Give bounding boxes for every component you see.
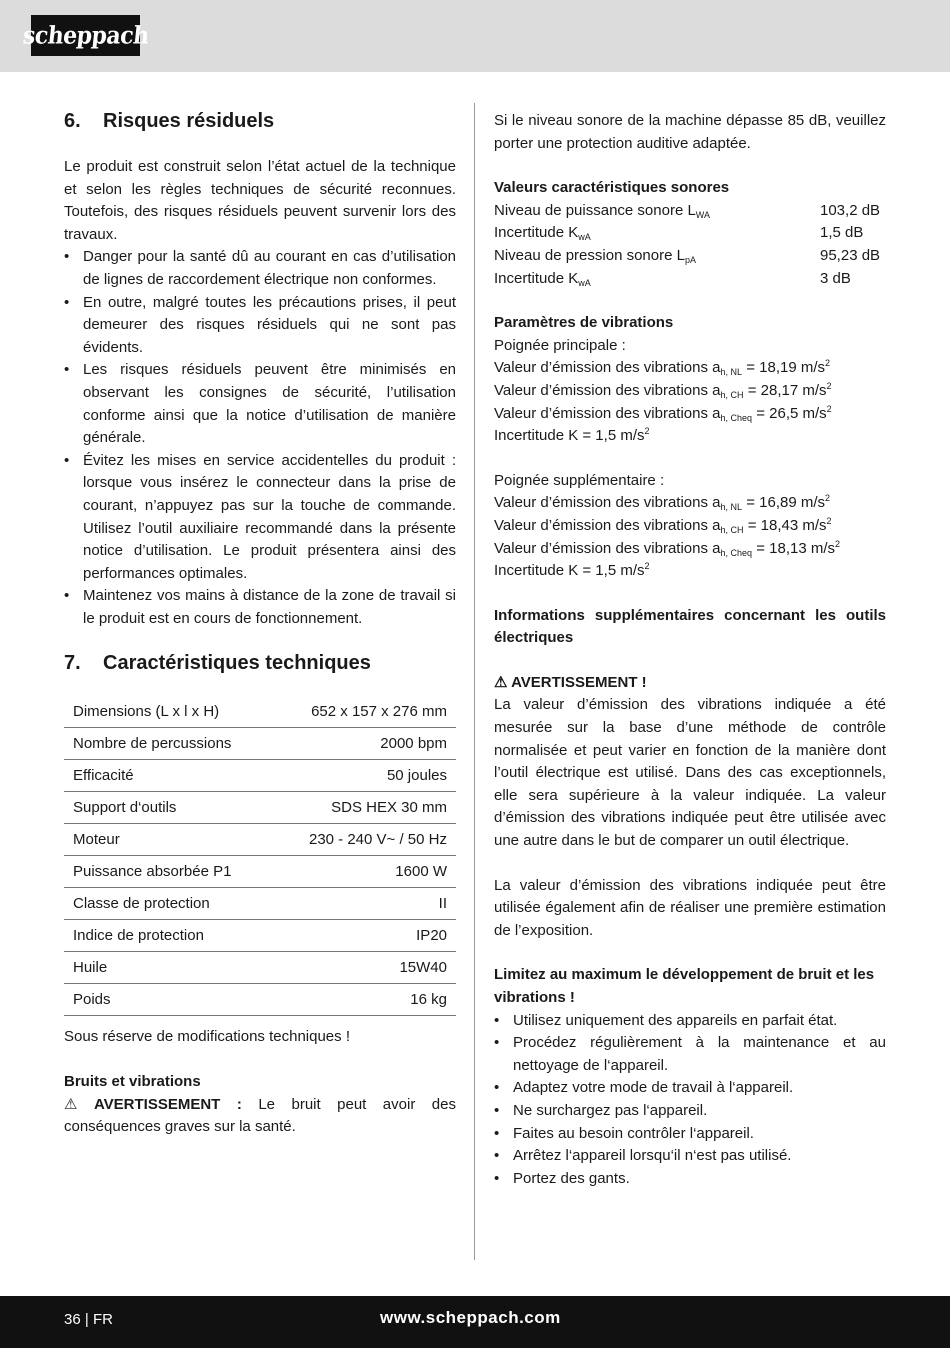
spec-label: Dimensions (L x l x H) bbox=[64, 696, 249, 728]
section-6-heading: 6. Risques résiduels bbox=[64, 110, 275, 132]
warning-triangle-icon: ⚠ bbox=[494, 673, 508, 691]
sound-row bbox=[494, 200, 886, 223]
spec-label: Huile bbox=[64, 952, 249, 984]
website-link[interactable]: www.scheppach.com bbox=[380, 1308, 561, 1327]
residual-risk-list bbox=[64, 246, 456, 630]
list-item: • Utilisez uniquement des appareils en parfait état. bbox=[494, 1010, 886, 1033]
vibration-value: Valeur d’émission des vibrations $a_{h, NL} = 18,19$ $m/s^2$ bbox=[494, 358, 831, 378]
list-item: • Adaptez votre mode de travail à l‘appareil. bbox=[494, 1077, 886, 1100]
spec-label: Puissance absorbée P1 bbox=[64, 856, 249, 888]
hearing-protection-note: Si le niveau sonore de la machine dépasse 85 dB, veuillez porter une protection auditive adaptée. bbox=[494, 112, 886, 152]
vibration-uncertainty: Incertitude K = 1,5 $m/s^2$ bbox=[494, 561, 650, 580]
sound-value: 1,5 dB bbox=[820, 224, 864, 242]
table-row bbox=[64, 984, 456, 1016]
sound-label: Niveau de puissance sonore $L_{WA}$ bbox=[494, 201, 710, 220]
vibration-heading: Paramètres de vibrations bbox=[494, 314, 674, 332]
estimation-text: La valeur d’émission des vibrations indiquée peut être utilisée également afin de réaliser une première estimation de l’exposition. bbox=[494, 876, 886, 939]
vibration-value: Valeur d’émission des vibrations $a_{h, CH} = 28,17$ $m/s^2$ bbox=[494, 380, 832, 400]
spec-label: Efficacité bbox=[64, 760, 249, 792]
spec-value: 1600 W bbox=[249, 856, 456, 888]
vibration-warning-text: La valeur d’émission des vibrations indiquée a été mesurée sur la base d’une méthode de contrôle normalisée et peut varier en fonction de la manière dont l’outil électrique est utilisé. Dans des cas exceptionnels, elle sera supérieure à la valeur indiquée. La valeur d’émission des vibrations indiquée peut être utilisée avec une autre dans le but de comparer un outil électrique. bbox=[494, 696, 886, 850]
sound-label: Incertitude $K_{wA}$ bbox=[494, 224, 591, 243]
sound-value: 95,23 dB bbox=[820, 246, 881, 264]
vibration-warning-title: ⚠ AVERTISSEMENT ! bbox=[494, 672, 886, 695]
sound-row bbox=[494, 268, 886, 291]
table-row bbox=[64, 920, 456, 952]
table-row bbox=[64, 824, 456, 856]
table-row bbox=[64, 792, 456, 824]
list-item: • Arrêtez l‘appareil lorsqu‘il n‘est pas utilisé. bbox=[494, 1145, 886, 1168]
vibration-value: Valeur d’émission des vibrations $a_{h, CH} = 18,43$ $m/s^2$ bbox=[494, 515, 832, 535]
spec-label: Nombre de percussions bbox=[64, 728, 249, 760]
table-row bbox=[64, 888, 456, 920]
spec-label: Support d‘outils bbox=[64, 792, 249, 824]
spec-label: Classe de protection bbox=[64, 888, 249, 920]
spec-value: 16 kg bbox=[249, 984, 456, 1016]
sound-row bbox=[494, 222, 886, 245]
sound-label: Niveau de pression sonore $L_{pA}$ bbox=[494, 246, 696, 265]
vibration-value: Valeur d’émission des vibrations $a_{h, NL} = 16,89$ $m/s^2$ bbox=[494, 493, 831, 513]
sound-values bbox=[494, 200, 886, 290]
main-handle-title: Poignée principale : bbox=[494, 336, 626, 354]
table-row bbox=[64, 760, 456, 792]
list-item: • Ne surchargez pas l‘appareil. bbox=[494, 1100, 886, 1123]
spec-value: 50 joules bbox=[249, 760, 456, 792]
table-row bbox=[64, 952, 456, 984]
list-item: • Maintenez vos mains à distance de la zone de travail si le produit est en cours de fonctionnement. bbox=[64, 585, 456, 630]
spec-value: IP20 bbox=[249, 920, 456, 952]
sound-value: 103,2 dB bbox=[820, 201, 881, 219]
spec-value: SDS HEX 30 mm bbox=[249, 792, 456, 824]
table-row bbox=[64, 696, 456, 728]
limit-heading: Limitez au maximum le développement de bruit et les vibrations ! bbox=[494, 966, 875, 1006]
info-heading: Informations supplémentaires concernant les outils électriques bbox=[494, 606, 886, 647]
spec-value: II bbox=[249, 888, 456, 920]
specs-table bbox=[64, 696, 456, 1016]
noise-warning: ⚠ AVERTISSEMENT : Le bruit peut avoir des conséquences graves sur la santé. bbox=[64, 1095, 456, 1136]
sound-label: Incertitude $K_{wA}$ bbox=[494, 269, 591, 288]
sound-values-heading: Valeurs caractéristiques sonores bbox=[494, 179, 730, 197]
spec-value: 652 x 157 x 276 mm bbox=[249, 696, 456, 728]
page-header bbox=[0, 0, 950, 72]
table-row bbox=[64, 728, 456, 760]
noise-heading: Bruits et vibrations bbox=[64, 1073, 201, 1091]
limit-list bbox=[494, 1010, 886, 1191]
spec-value: 15W40 bbox=[249, 952, 456, 984]
page-indicator: 36 | FR bbox=[64, 1311, 113, 1328]
column-divider bbox=[474, 103, 475, 1260]
brand-logo: scheppach bbox=[31, 15, 140, 56]
list-item: • Faites au besoin contrôler l‘appareil. bbox=[494, 1123, 886, 1146]
table-row bbox=[64, 856, 456, 888]
list-item: • Procédez régulièrement à la maintenance et au nettoyage de l‘appareil. bbox=[494, 1032, 886, 1077]
list-item: • Portez des gants. bbox=[494, 1168, 886, 1191]
sound-row bbox=[494, 245, 886, 268]
list-item: • Évitez les mises en service accidentelles du produit : lorsque vous insérez le connecteur dans la prise de courant, n’appuyez pas sur la touche de commande. Utilisez l’outil auxiliaire recommandé dans la présente notice d’utilisation. Le produit présentera ainsi des performances optimales. bbox=[64, 450, 456, 586]
spec-value: 230 - 240 V~ / 50 Hz bbox=[249, 824, 456, 856]
aux-handle-title: Poignée supplémentaire : bbox=[494, 471, 665, 489]
list-item: • Les risques résiduels peuvent être minimisés en observant les consignes de sécurité, l’utilisation conforme ainsi que la notice d’utilisation de manière générale. bbox=[64, 359, 456, 449]
list-item: • En outre, malgré toutes les précautions prises, il peut demeurer des risques résiduels qui ne sont pas évidents. bbox=[64, 292, 456, 360]
vibration-value: Valeur d’émission des vibrations $a_{h, Cheq} = 26,5$ $m/s^2$ bbox=[494, 403, 832, 423]
aux-handle-values bbox=[494, 492, 886, 582]
left-column bbox=[64, 108, 456, 1139]
list-item: • Danger pour la santé dû au courant en cas d’utilisation de lignes de raccordement électrique non conformes. bbox=[64, 246, 456, 291]
page-footer bbox=[0, 1296, 950, 1348]
vibration-value: Valeur d’émission des vibrations $a_{h, Cheq} = 18,13$ $m/s^2$ bbox=[494, 538, 841, 558]
spec-label: Indice de protection bbox=[64, 920, 249, 952]
spec-label: Poids bbox=[64, 984, 249, 1016]
sound-value: 3 dB bbox=[820, 269, 851, 287]
spec-label: Moteur bbox=[64, 824, 249, 856]
specs-note: Sous réserve de modifications techniques ! bbox=[64, 1028, 350, 1046]
section-6-intro: Le produit est construit selon l’état actuel de la technique et selon les règles techniques de sécurité reconnues. Toutefois, des risques résiduels peuvent survenir lors des travaux. bbox=[64, 158, 456, 243]
vibration-uncertainty: Incertitude K = 1,5 $m/s^2$ bbox=[494, 426, 650, 445]
warning-triangle-icon: ⚠ bbox=[64, 1095, 78, 1113]
main-handle-values bbox=[494, 357, 886, 447]
right-column bbox=[494, 110, 886, 1190]
section-7-heading: 7. Caractéristiques techniques bbox=[64, 652, 371, 675]
spec-value: 2000 bpm bbox=[249, 728, 456, 760]
